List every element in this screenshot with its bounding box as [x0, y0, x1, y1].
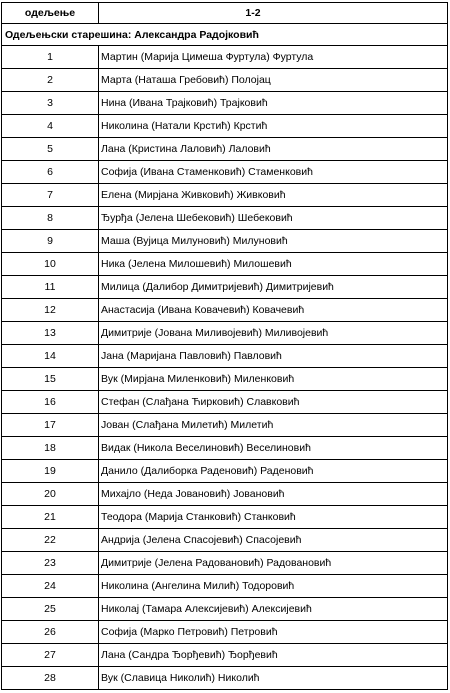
student-number-cell: 14	[2, 345, 99, 368]
student-name-cell: Вук (Славица Николић) Николић	[99, 667, 448, 690]
student-row	[2, 161, 448, 184]
student-name-cell: Софија (Ивана Стаменковић) Стаменковић	[99, 161, 448, 184]
student-row	[2, 529, 448, 552]
student-row	[2, 621, 448, 644]
student-row	[2, 46, 448, 69]
student-row	[2, 552, 448, 575]
student-number-cell: 3	[2, 92, 99, 115]
student-row	[2, 437, 448, 460]
student-number-cell: 16	[2, 391, 99, 414]
student-number-cell: 23	[2, 552, 99, 575]
student-number-cell: 2	[2, 69, 99, 92]
student-number-cell: 22	[2, 529, 99, 552]
student-number-cell: 1	[2, 46, 99, 69]
student-number-cell: 27	[2, 644, 99, 667]
student-name-cell: Николај (Тамара Алексијевић) Алексијевић	[99, 598, 448, 621]
class-roster-table	[1, 2, 448, 690]
student-number-cell: 11	[2, 276, 99, 299]
student-row	[2, 207, 448, 230]
student-name-cell: Лана (Кристина Лаловић) Лаловић	[99, 138, 448, 161]
student-number-cell: 20	[2, 483, 99, 506]
student-name-cell: Лана (Сандра Ђорђевић) Ђорђевић	[99, 644, 448, 667]
student-name-cell: Милица (Далибор Димитријевић) Димитријевић	[99, 276, 448, 299]
student-row	[2, 644, 448, 667]
student-name-cell: Николина (Ангелина Милић) Тодоровић	[99, 575, 448, 598]
student-name-cell: Елена (Мирјана Живковић) Живковић	[99, 184, 448, 207]
student-name-cell: Анастасија (Ивана Ковачевић) Ковачевић	[99, 299, 448, 322]
student-number-cell: 7	[2, 184, 99, 207]
student-row	[2, 230, 448, 253]
student-row	[2, 483, 448, 506]
student-row	[2, 138, 448, 161]
student-name-cell: Видак (Никола Веселиновић) Веселиновић	[99, 437, 448, 460]
student-number-cell: 6	[2, 161, 99, 184]
student-number-cell: 9	[2, 230, 99, 253]
student-number-cell: 25	[2, 598, 99, 621]
student-number-cell: 24	[2, 575, 99, 598]
class-label-cell: одељење	[2, 3, 99, 24]
student-name-cell: Данило (Далиборка Раденовић) Раденовић	[99, 460, 448, 483]
student-name-cell: Стефан (Слађана Ћирковић) Славковић	[99, 391, 448, 414]
student-row	[2, 253, 448, 276]
student-row	[2, 299, 448, 322]
student-number-cell: 15	[2, 368, 99, 391]
student-number-cell: 4	[2, 115, 99, 138]
student-name-cell: Мартин (Марија Цимеша Фуртула) Фуртула	[99, 46, 448, 69]
student-number-cell: 26	[2, 621, 99, 644]
student-name-cell: Маша (Вујица Милуновић) Милуновић	[99, 230, 448, 253]
roster-body	[2, 3, 448, 690]
student-name-cell: Јана (Маријана Павловић) Павловић	[99, 345, 448, 368]
student-number-cell: 13	[2, 322, 99, 345]
student-number-cell: 10	[2, 253, 99, 276]
student-number-cell: 12	[2, 299, 99, 322]
student-row	[2, 506, 448, 529]
student-number-cell: 8	[2, 207, 99, 230]
student-row	[2, 460, 448, 483]
student-name-cell: Софија (Марко Петровић) Петровић	[99, 621, 448, 644]
student-name-cell: Вук (Мирјана Миленковић) Миленковић	[99, 368, 448, 391]
student-row	[2, 667, 448, 690]
student-number-cell: 28	[2, 667, 99, 690]
student-name-cell: Марта (Наташа Гребовић) Полојац	[99, 69, 448, 92]
student-name-cell: Ђурђа (Јелена Шебековић) Шебековић	[99, 207, 448, 230]
student-name-cell: Нина (Ивана Трајковић) Трајковић	[99, 92, 448, 115]
homeroom-teacher-row	[2, 24, 448, 46]
student-row	[2, 368, 448, 391]
homeroom-teacher-cell: Одељењски старешина: Александра Радојковић	[2, 24, 448, 46]
student-name-cell: Михајло (Неда Јовановић) Јовановић	[99, 483, 448, 506]
student-name-cell: Николина (Натали Крстић) Крстић	[99, 115, 448, 138]
student-number-cell: 18	[2, 437, 99, 460]
class-number-cell: 1-2	[99, 3, 448, 24]
student-row	[2, 184, 448, 207]
student-name-cell: Андрија (Јелена Спасојевић) Спасојевић	[99, 529, 448, 552]
student-row	[2, 575, 448, 598]
student-row	[2, 322, 448, 345]
header-row	[2, 3, 448, 24]
student-row	[2, 414, 448, 437]
student-name-cell: Јован (Слађана Милетић) Милетић	[99, 414, 448, 437]
student-row	[2, 345, 448, 368]
student-row	[2, 276, 448, 299]
student-number-cell: 19	[2, 460, 99, 483]
student-number-cell: 5	[2, 138, 99, 161]
student-row	[2, 69, 448, 92]
student-name-cell: Димитрије (Јована Миливојевић) Миливојевић	[99, 322, 448, 345]
student-row	[2, 92, 448, 115]
student-number-cell: 17	[2, 414, 99, 437]
student-row	[2, 391, 448, 414]
student-row	[2, 598, 448, 621]
student-name-cell: Ника (Јелена Милошевић) Милошевић	[99, 253, 448, 276]
student-name-cell: Теодора (Марија Станковић) Станковић	[99, 506, 448, 529]
student-name-cell: Димитрије (Јелена Радовановић) Радовановић	[99, 552, 448, 575]
student-number-cell: 21	[2, 506, 99, 529]
student-row	[2, 115, 448, 138]
